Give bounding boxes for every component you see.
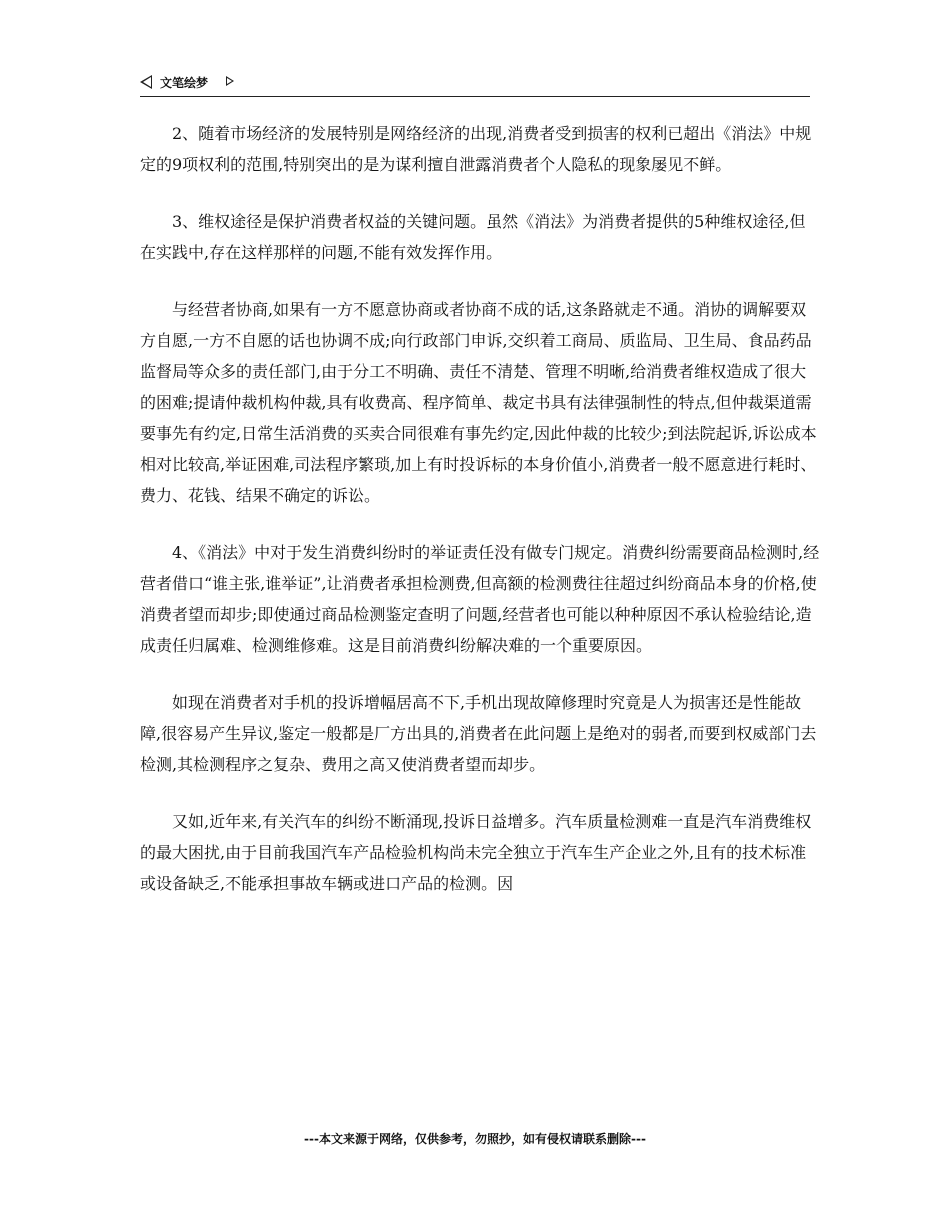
paragraph-1: 2、随着市场经济的发展特别是网络经济的出现,消费者受到损害的权利已超出《消法》中规定的9项权利的范围,特别突出的是为谋利擅自泄露消费者个人隐私的现象屡见不鲜。 xyxy=(140,124,812,174)
paragraph-5: 如现在消费者对手机的投诉增幅居高不下,手机出现故障修理时究竟是人为损害还是性能故障,很容易产生异议,鉴定一般都是厂方出具的,消费者在此问题上是绝对的弱者,而要到权威部门去检测,其检测程序之复杂、费用之高又使消费者望而却步。 xyxy=(140,693,817,774)
paragraph-6: 又如,近年来,有关汽车的纠纷不断涌现,投诉日益增多。汽车质量检测难一直是汽车消费维权的最大困扰,由于目前我国汽车产品检验机构尚未完全独立于汽车生产企业之外,且有的技术标准或设备缺乏,不能承担事故车辆或进口产品的检测。因 xyxy=(140,812,812,893)
paragraph-4: 4、《消法》中对于发生消费纠纷时的举证责任没有做专门规定。消费纠纷需要商品检测时,经营者借口“谁主张,谁举证”,让消费者承担检测费,但高额的检测费往往超过纠纷商品本身的价格,使消费者望而却步;即使通过商品检测鉴定查明了问题,经营者也可能以种种原因不承认检验结论,造成责任归属难、检测维修难。这是目前消费纠纷解决难的一个重要原因。 xyxy=(140,543,820,655)
triangle-right-icon xyxy=(226,76,234,86)
paragraph-2: 3、维权途径是保护消费者权益的关键问题。虽然《消法》为消费者提供的5种维权途径,但在实践中,存在这样那样的问题,不能有效发挥作用。 xyxy=(140,212,806,262)
paragraph-3: 与经营者协商,如果有一方不愿意协商或者协商不成的话,这条路就走不通。消协的调解要双方自愿,一方不自愿的话也协调不成;向行政部门申诉,交织着工商局、质监局、卫生局、食品药品监督局等众多的责任部门,由于分工不明确、责任不清楚、管理不明晰,给消费者维权造成了很大的困难;提请仲裁机构仲裁,具有收费高、程序简单、裁定书具有法律强制性的特点,但仲裁渠道需要事先有约定,日常生活消费的买卖合同很难有事先约定,因此仲裁的比较少;到法院起诉,诉讼成本相对比较高,举证困难,司法程序繁琐,加上有时投诉标的本身价值小,消费者一般不愿意进行耗时、费力、花钱、结果不确定的诉讼。 xyxy=(140,300,817,505)
header-title: 文笔绘梦 xyxy=(160,76,209,90)
page-header xyxy=(140,72,810,97)
page-footer: ---本文来源于网络，仅供参考，勿照抄，如有侵权请联系删除--- xyxy=(304,1132,646,1146)
triangle-left-icon xyxy=(140,75,152,89)
document-body xyxy=(140,118,820,925)
